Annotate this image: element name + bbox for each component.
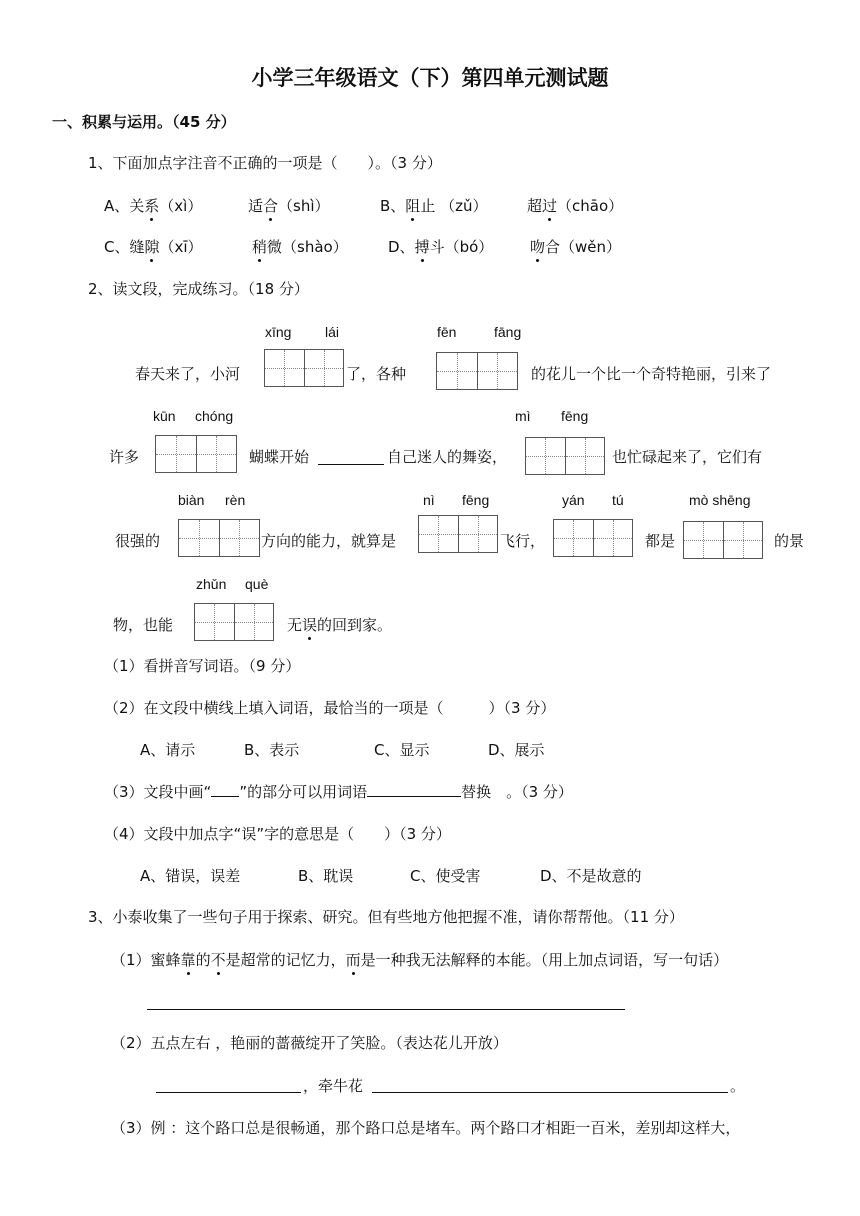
q3-sub2-end: 。 [730, 1077, 746, 1095]
q1-option-a1: A、关系（xì） [104, 197, 203, 215]
pinyin-que: què [245, 576, 269, 592]
q1-option-c1: C、缝隙（xī） [104, 238, 203, 256]
passage-text: 飞行， [500, 532, 546, 550]
passage-text: 的景 [774, 532, 805, 550]
q2-sub4-option-b: B、耽误 [298, 867, 354, 885]
passage-text: 都是 [645, 532, 676, 550]
passage-text: 春天来了，小河 [135, 365, 241, 383]
answer-grid-zhunque[interactable] [194, 603, 274, 641]
q3-sub2-text: ，牵牛花 [303, 1077, 364, 1095]
pinyin-lai: lái [325, 324, 340, 340]
passage-text: 自己迷人的舞姿， [387, 448, 508, 466]
answer-grid-mosheng[interactable] [683, 521, 763, 559]
q2-sub2-option-d: D、展示 [488, 741, 545, 759]
q2-sub2-option-c: C、显示 [374, 741, 430, 759]
answer-grid-xinglai[interactable] [264, 349, 344, 387]
pinyin-fang: fāng [494, 324, 522, 340]
pinyin-feng1: fēng [561, 408, 589, 424]
q2-sub4-option-a: A、错误，误差 [140, 867, 241, 885]
q1-option-d2: 吻合（wěn） [530, 238, 622, 256]
q2-sub4: （4）文段中加点字“误”字的意思是（ ）（3 分） [104, 825, 451, 843]
answer-line[interactable] [147, 1009, 625, 1010]
q1-option-b2: 超过（chāo） [527, 197, 624, 215]
pinyin-tu: tú [612, 492, 624, 508]
answer-grid-nifeng[interactable] [418, 515, 498, 553]
pinyin-ni: nì [423, 492, 435, 508]
pinyin-zhun: zhǔn [196, 576, 227, 592]
passage-text: 了，各种 [346, 365, 407, 383]
pinyin-kun: kūn [153, 408, 176, 424]
answer-grid-yantu[interactable] [553, 519, 633, 557]
passage-text: 蝴蝶开始 [249, 448, 310, 466]
q2-sub2-option-b: B、表示 [244, 741, 300, 759]
page-title: 小学三年级语文（下）第四单元测试题 [251, 66, 609, 90]
q1-option-c2: 稍微（shào） [252, 238, 348, 256]
passage-text: 许多 [109, 448, 140, 466]
q2-sub3: （3）文段中画“ ”的部分可以用词语 替换 。（3 分） [104, 783, 573, 801]
pinyin-xing: xīng [265, 324, 292, 340]
q1-option-b1: B、阻止 （zǔ） [380, 197, 488, 215]
answer-grid-kunchong[interactable] [155, 435, 237, 473]
q3-sub3: （3）例 ：这个路口总是很畅通，那个路口总是堵车。两个路口才相距一百米，差别却这样大， [111, 1119, 741, 1137]
q2-stem: 2、读文段，完成练习。（18 分） [88, 280, 309, 298]
q2-sub4-option-d: D、不是故意的 [540, 867, 642, 885]
answer-grid-bianren[interactable] [178, 519, 260, 557]
q3-sub1: （1）蜜蜂靠的不是超常的记忆力，而是一种我无法解释的本能。（用上加点词语，写一句话） [111, 951, 729, 969]
q3-sub2: （2）五点左右 ，艳丽的蔷薇绽开了笑脸。（表达花儿开放） [111, 1034, 508, 1052]
q3-stem: 3、小泰收集了一些句子用于探索、研究。但有些地方他把握不准，请你帮帮他。（11 分） [88, 908, 684, 926]
q1-option-a2: 适合（shì） [248, 197, 330, 215]
pinyin-yan: yán [562, 492, 585, 508]
pinyin-ren: rèn [225, 492, 246, 508]
q2-sub1: （1）看拼音写词语。（9 分） [104, 657, 301, 675]
q2-sub2-option-a: A、请示 [140, 741, 196, 759]
pinyin-chong: chóng [195, 408, 234, 424]
pinyin-fen: fēn [437, 324, 457, 340]
fill-blank-line[interactable] [367, 782, 461, 797]
answer-line[interactable] [156, 1092, 301, 1093]
q1-stem: 1、下面加点字注音不正确的一项是（ ）。（3 分） [88, 154, 442, 172]
passage-text: 也忙碌起来了，它们有 [612, 448, 763, 466]
q2-sub2: （2）在文段中横线上填入词语，最恰当的一项是（ ）（3 分） [104, 699, 556, 717]
section-heading: 一、积累与运用。（45 分） [52, 113, 236, 131]
pinyin-mosheng: mò shēng [689, 492, 751, 508]
passage-text: 方向的能力，就算是 [261, 532, 397, 550]
pinyin-bian: biàn [178, 492, 205, 508]
q2-sub4-option-c: C、使受害 [410, 867, 481, 885]
passage-text: 无误的回到家。 [287, 616, 393, 634]
answer-line[interactable] [372, 1092, 728, 1093]
passage-text: 物，也能 [113, 616, 174, 634]
passage-text: 很强的 [115, 532, 161, 550]
answer-grid-fenfang[interactable] [436, 352, 518, 390]
pinyin-mi: mì [515, 408, 531, 424]
answer-grid-mifeng[interactable] [525, 437, 605, 475]
passage-text: 的花儿一个比一个奇特艳丽，引来了 [531, 365, 772, 383]
pinyin-feng2: fēng [462, 492, 490, 508]
q1-option-d1: D、搏斗（bó） [388, 238, 494, 256]
fill-blank-line[interactable] [318, 464, 384, 465]
